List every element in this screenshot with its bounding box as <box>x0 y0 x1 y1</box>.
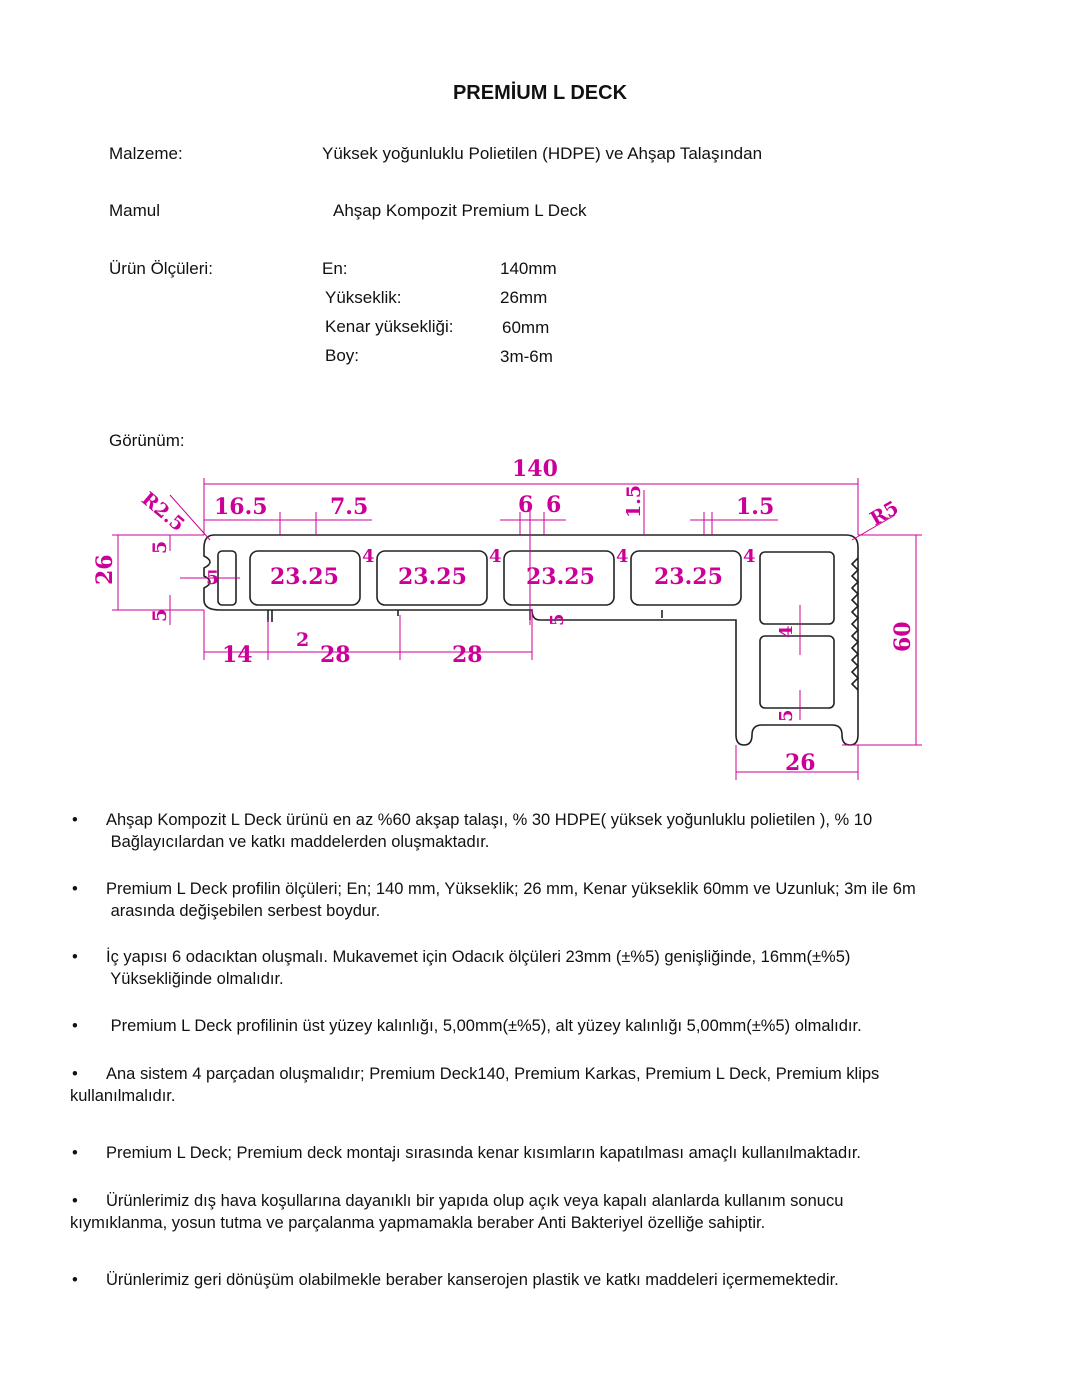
dim-top-gap: 1.5 <box>623 484 645 518</box>
dimensions-label: Ürün Ölçüleri: <box>109 259 213 278</box>
bullet-item-6 <box>72 1142 1032 1164</box>
bullet-text: Ürünlerimiz dış hava koşullarına dayanıklı bir yapıda olup açık veya kapalı alanlarda kullanım sonucu <box>106 1192 844 1210</box>
page-title: PREMİUM L DECK <box>452 82 628 104</box>
dim-corner-radius-left: R2.5 <box>137 487 189 537</box>
bullet-item-7 <box>72 1190 1032 1212</box>
bullet-text: Ahşap Kompozit L Deck ürünü en az %60 akşap talaşı, % 30 HDPE( yüksek yoğunluklu polietilen ), % 10 Bağlayıcılardan ve katkı maddelerden oluşmaktadır. <box>106 811 873 851</box>
dim-bottom-wall: 5 <box>149 608 171 622</box>
dim-right-gap: 1.5 <box>736 494 775 520</box>
bullet-text: Ana sistem 4 parçadan oluşmalıdır; Premium Deck140, Premium Karkas, Premium L Deck, Premium klips <box>106 1065 880 1083</box>
bullet-text: İç yapısı 6 odacıktan oluşmalı. Mukavemet için Odacık ölçüleri 23mm (±%5) genişliğinde, 16mm(±%5) Yüksekliğinde olmalıdır. <box>106 948 851 988</box>
bullet-item-1 <box>72 809 1032 853</box>
bullet-item-5 <box>72 1063 1032 1085</box>
bullet-symbol: • <box>72 811 78 829</box>
dim-chamber-4: 23.25 <box>654 564 723 590</box>
view-label: Görünüm: <box>109 431 185 450</box>
dimension-length-value: 3m-6m <box>500 347 553 366</box>
dim-height: 26 <box>92 554 118 585</box>
bullet-symbol: • <box>72 948 78 966</box>
bullet-item-8 <box>72 1269 1032 1291</box>
bullet-symbol: • <box>72 1271 78 1289</box>
bullet-item-2 <box>72 878 1032 922</box>
dim-top-wall: 5 <box>149 540 171 554</box>
bullet-symbol: • <box>72 1192 78 1210</box>
dimension-height-label: Yükseklik: <box>325 288 402 307</box>
dim-bottom-groove: 2 <box>296 629 310 651</box>
dim-edge-offset: 16.5 <box>214 494 268 520</box>
bullet-item-3 <box>72 946 1032 990</box>
dimension-width-value: 140mm <box>500 259 557 278</box>
dim-web-1: 4 <box>362 546 375 567</box>
dim-groove-pitch: 7.5 <box>330 494 369 520</box>
leg-chamber-top <box>760 552 834 624</box>
bullet-symbol: • <box>72 880 78 898</box>
bullet-text: Premium L Deck profilinin üst yüzey kalınlığı, 5,00mm(±%5), alt yüzey kalınlığı 5,00mm(±%5) olmalıdır. <box>106 1017 862 1035</box>
bullet-text: Ürünlerimiz geri dönüşüm olabilmekle beraber kanserojen plastik ve katkı maddeleri içermemektedir. <box>106 1271 839 1289</box>
bullet-text: Premium L Deck profilin ölçüleri; En; 140 mm, Yükseklik; 26 mm, Kenar yükseklik 60mm ve Uzunluk; 3m ile 6m arasında değişebilen serbest boydur. <box>106 880 916 920</box>
dim-leg-web: 4 <box>776 625 797 638</box>
leg-chamber-bottom <box>760 636 834 708</box>
bullet-text: Premium L Deck; Premium deck montajı sırasında kenar kısımların kapatılması amaçlı kullanılmaktadır. <box>106 1144 861 1162</box>
dimension-texts <box>92 456 916 776</box>
bullet-symbol: • <box>72 1144 78 1162</box>
dimension-edge-label: Kenar yüksekliği: <box>325 317 454 336</box>
bullet-symbol: • <box>72 1065 78 1083</box>
dim-leg-bottom-wall: 5 <box>776 709 797 722</box>
dim-leg-width: 26 <box>785 750 816 776</box>
profile-drawing <box>0 450 1080 795</box>
bullet-symbol: • <box>72 1017 78 1035</box>
bullet-item-7-continuation: kıymıklanma, yosun tutma ve parçalanma yapmamakla beraber Anti Bakteriyel özelliğe sahiptir. <box>70 1214 766 1232</box>
material-label: Malzeme: <box>109 144 183 163</box>
product-label: Mamul <box>109 201 161 220</box>
dim-groove-b: 6 <box>546 492 562 518</box>
dim-corner-radius-right: R5 <box>866 496 903 531</box>
dimension-length-label: Boy: <box>325 346 360 365</box>
dim-web-4: 4 <box>743 546 756 567</box>
dim-chamber-2: 23.25 <box>398 564 467 590</box>
dim-web-3: 4 <box>616 546 629 567</box>
dimension-height-value: 26mm <box>500 288 548 307</box>
dim-groove-a: 6 <box>518 492 534 518</box>
dim-inner-bottom-wall: 5 <box>547 613 568 626</box>
dimension-edge-value: 60mm <box>502 318 550 337</box>
dim-overall-width: 140 <box>512 456 558 482</box>
dim-bottom-pitch-1: 28 <box>320 642 351 668</box>
serrations <box>852 558 858 690</box>
bullet-item-4 <box>72 1015 1032 1037</box>
dim-side-wall: 5 <box>206 567 220 589</box>
dim-chamber-3: 23.25 <box>526 564 595 590</box>
dim-web-2: 4 <box>489 546 502 567</box>
dim-leg-height: 60 <box>890 621 916 652</box>
material-value: Yüksek yoğunluklu Polietilen (HDPE) ve Ahşap Talaşından <box>322 144 763 163</box>
bullet-item-5-continuation: kullanılmalıdır. <box>70 1087 176 1105</box>
dim-bottom-left: 14 <box>222 642 253 668</box>
dim-bottom-pitch-2: 28 <box>452 642 483 668</box>
dim-chamber-1: 23.25 <box>270 564 339 590</box>
product-value: Ahşap Kompozit Premium L Deck <box>333 201 587 220</box>
dimension-lines <box>112 478 922 780</box>
dimension-width-label: En: <box>322 259 348 278</box>
